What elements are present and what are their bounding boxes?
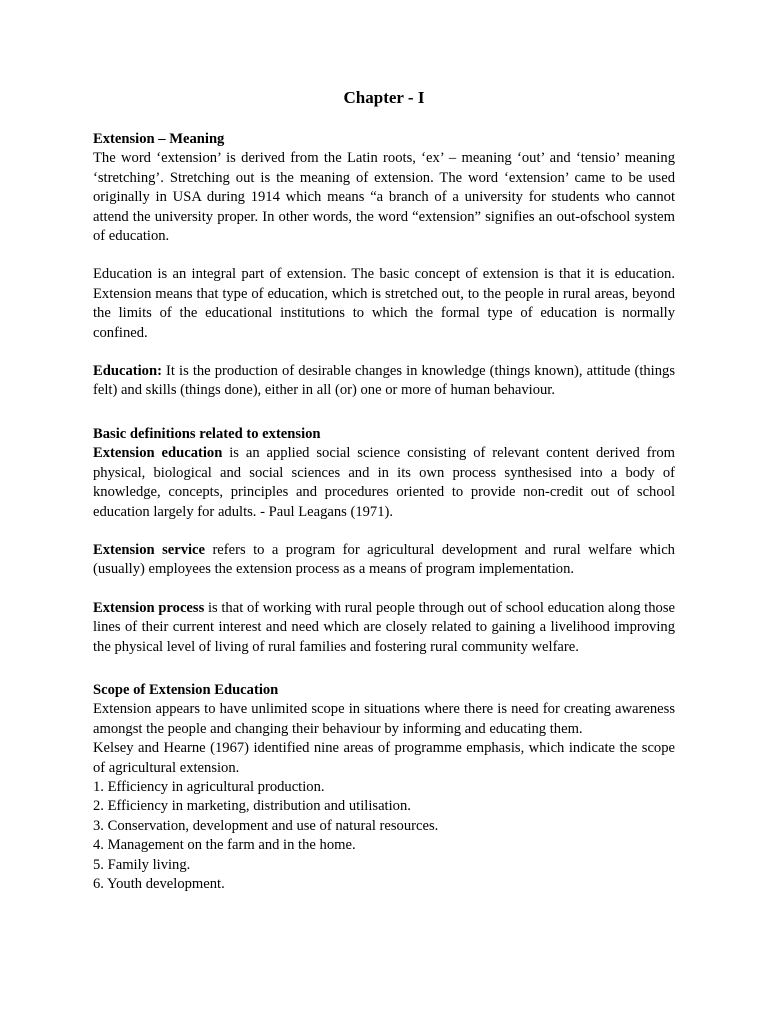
scope-list — [93, 778, 675, 894]
list-item: 3. Conservation, development and use of natural resources. — [93, 817, 439, 834]
paragraph-scope-1: Extension appears to have unlimited scope in situations where there is need for creating awareness amongst the people and changing their behaviour by informing and educating them. — [93, 701, 675, 737]
heading-basic-definitions: Basic definitions related to extension — [93, 425, 321, 442]
term-extension-process: Extension process — [93, 599, 205, 616]
paragraph-scope-2: Kelsey and Hearne (1967) identified nine areas of programme emphasis, which indicate the scope of agricultural extension. — [93, 740, 675, 776]
paragraph-extension-process — [93, 599, 675, 657]
text-education: It is the production of desirable changes in knowledge (things known), attitude (things felt) and skills (things done), either in all (or) one or more of human behaviour. — [93, 363, 675, 399]
paragraph-meaning-1: The word ‘extension’ is derived from the Latin roots, ‘ex’ – meaning ‘out’ and ‘tensio’ meaning ‘stretching’. Stretching out is the meaning of extension. The word ‘extension’ came to be used originally in USA during 1914 which means “a branch of a university for students who cannot attend the university proper. In other words, the word “extension” signifies an out-ofschool system of education. — [93, 150, 675, 245]
list-item: 6. Youth development. — [93, 876, 225, 892]
text-extension-education: is an applied social science consisting of relevant content derived from physical, biological and social sciences and in its own process synthesised into a body of knowledge, concepts, principles and procedures oriented to provide non-credit out of school education largely for adults. - Paul Leagans (1971). — [93, 445, 676, 520]
paragraph-meaning-2: Education is an integral part of extension. The basic concept of extension is that it is education. Extension means that type of education, which is stretched out, to the people in rural areas, beyond the limits of the educational institutions to which the formal type of education is normally confined. — [93, 266, 675, 341]
list-item: 1. Efficiency in agricultural production. — [93, 778, 325, 795]
text-extension-service: refers to a program for agricultural development and rural welfare which (usually) employees the extension process as a means of program implementation. — [93, 541, 675, 578]
paragraph-education-definition — [93, 362, 675, 401]
paragraph-extension-education — [93, 444, 675, 522]
heading-extension-meaning: Extension – Meaning — [93, 131, 225, 147]
document-page — [93, 86, 675, 894]
term-extension-service: Extension service — [93, 541, 206, 558]
heading-scope: Scope of Extension Education — [93, 681, 279, 698]
list-item: 4. Management on the farm and in the home. — [93, 837, 356, 854]
chapter-title: Chapter - I — [343, 88, 425, 107]
list-item: 5. Family living. — [93, 856, 191, 873]
list-item: 2. Efficiency in marketing, distribution and utilisation. — [93, 798, 411, 815]
paragraph-extension-service — [93, 541, 675, 580]
term-extension-education: Extension education — [93, 445, 223, 462]
text-extension-process: is that of working with rural people through out of school education along those lines of their current interest and need which are closely related to gaining a livelihood improving the physical level of living of rural families and fostering rural community welfare. — [93, 599, 675, 655]
term-education: Education: — [93, 363, 162, 380]
